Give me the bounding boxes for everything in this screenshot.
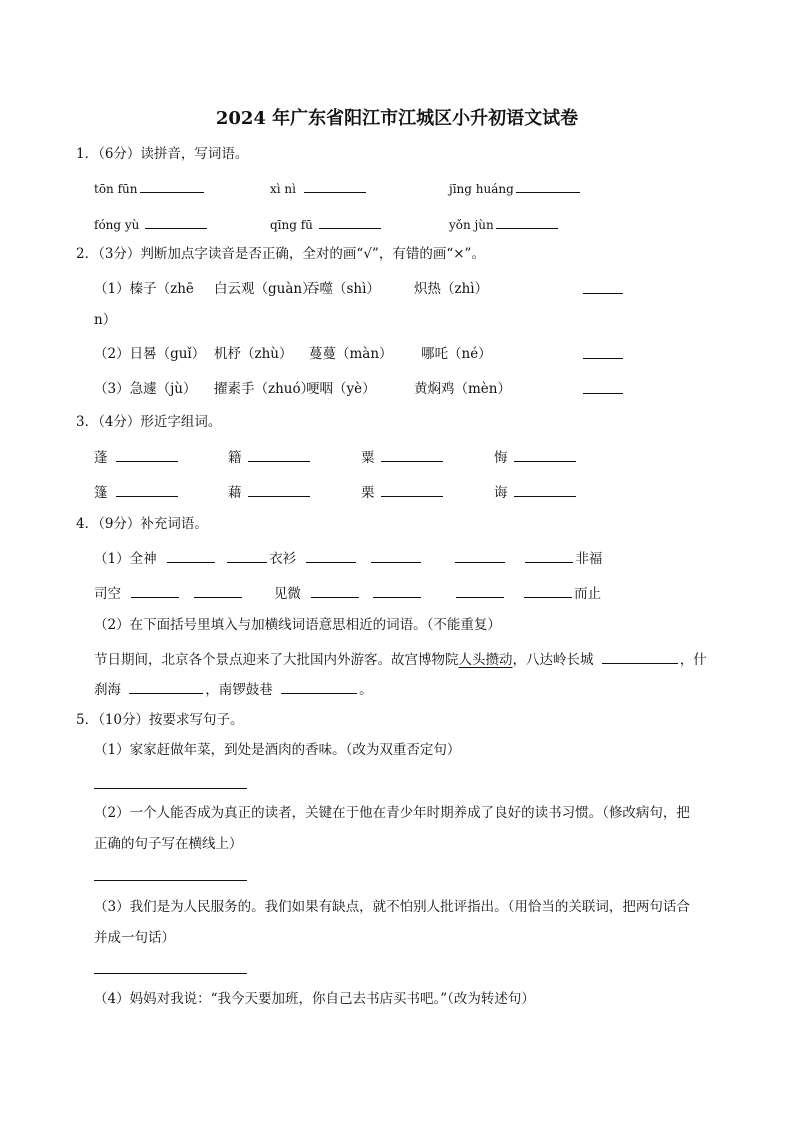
- q2-r3-a: （3）急遽（jù）: [94, 381, 197, 397]
- answer-blank[interactable]: [194, 583, 242, 598]
- answer-blank[interactable]: [525, 548, 573, 563]
- answer-blank[interactable]: [145, 214, 207, 229]
- q4-sentence-line-1: 节日期间，北京各个景点迎来了大批国内外游客。故宫博物院人头攒动，八达岭长城 ，什: [94, 649, 707, 669]
- q2-heading: 2．（3分）判断加点字读音是否正确，全对的画“√”，有错的画“×”。: [76, 246, 485, 262]
- page-title: 2024 年广东省阳江市江城区小升初语文试卷: [215, 108, 579, 129]
- answer-blank[interactable]: [116, 447, 178, 462]
- q4-idiom-line-2: 司空 见微 而止: [94, 583, 601, 603]
- answer-blank[interactable]: [319, 214, 381, 229]
- q2-r1-c: 吞噬（shì）: [306, 281, 380, 297]
- q5-part2-line2: 正确的句子写在横线上）: [94, 836, 243, 852]
- underlined-phrase: 人头攒动: [458, 652, 513, 668]
- q3-item: 悔: [494, 447, 578, 467]
- q3-item: 栗: [361, 482, 445, 502]
- q4-sentence-line-2: 刹海 ，南锣鼓巷 。: [94, 679, 373, 699]
- answer-blank[interactable]: [602, 649, 678, 664]
- answer-line[interactable]: [94, 788, 247, 789]
- q1-item: qīng fū: [270, 214, 383, 234]
- answer-blank[interactable]: [514, 447, 576, 462]
- q2-r1-b: 白云观（guàn）: [214, 281, 316, 297]
- q2-r2-d: 哪吒（né）: [421, 346, 492, 362]
- answer-blank[interactable]: [516, 178, 580, 193]
- q2-r1-a: （1）榛子（zhē: [94, 281, 194, 297]
- q2-r1-d: 炽热（zhì）: [414, 281, 489, 297]
- q2-r2-a: （2）日晷（guǐ）: [94, 346, 206, 362]
- answer-blank[interactable]: [456, 583, 504, 598]
- q5-heading: 5．（10分）按要求写句子。: [76, 712, 244, 728]
- q3-item: 粟: [361, 447, 445, 467]
- answer-blank[interactable]: [116, 482, 178, 497]
- answer-blank[interactable]: [248, 482, 310, 497]
- q3-item: 诲: [494, 482, 578, 502]
- q4-part2-prompt: （2）在下面括号里填入与加横线词语意思相近的词语。（不能重复）: [94, 617, 501, 633]
- q1-item: tōn fūn: [94, 178, 206, 198]
- q2-r1-wrap: n）: [94, 312, 117, 328]
- answer-blank[interactable]: [281, 679, 357, 694]
- q4-heading: 4．（9分）补充词语。: [76, 516, 208, 532]
- q5-part4: （4）妈妈对我说：“我今天要加班，你自己去书店买书吧。”（改为转述句）: [94, 991, 535, 1007]
- answer-blank[interactable]: [140, 178, 204, 193]
- q3-item: 蓬: [94, 447, 180, 467]
- q5-part3-line1: （3）我们是为人民服务的。我们如果有缺点，就不怕别人批评指出。（用恰当的关联词，把两句话合: [94, 899, 690, 915]
- q2-r3-c: 哽咽（yè）: [306, 381, 376, 397]
- answer-blank[interactable]: [129, 679, 203, 694]
- q3-item: 藉: [228, 482, 312, 502]
- answer-blank[interactable]: [524, 583, 572, 598]
- answer-blank[interactable]: [373, 583, 421, 598]
- answer-blank[interactable]: [514, 482, 576, 497]
- answer-blank[interactable]: [381, 447, 443, 462]
- answer-blank[interactable]: [248, 447, 310, 462]
- answer-blank[interactable]: [131, 583, 179, 598]
- answer-line[interactable]: [94, 880, 247, 881]
- q1-item: yǒn jùn: [449, 214, 560, 234]
- answer-blank[interactable]: [455, 548, 505, 563]
- q1-item: fóng yù: [94, 214, 209, 234]
- q5-part3-line2: 并成一句话）: [94, 930, 175, 946]
- answer-blank[interactable]: [371, 548, 421, 563]
- q1-item: jīng huáng: [449, 178, 582, 198]
- q1-item: xì nì: [270, 178, 368, 198]
- q2-r3-d: 黄焖鸡（mèn）: [414, 381, 511, 397]
- q2-r2-c: 蔓蔓（màn）: [309, 346, 393, 362]
- answer-blank[interactable]: [227, 548, 267, 563]
- q3-item: 篷: [94, 482, 180, 502]
- q2-r2-b: 机杼（zhù）: [214, 346, 293, 362]
- q4-idiom-line-1: （1）全神 衣衫 非福: [94, 548, 602, 568]
- q5-part2-line1: （2）一个人能否成为真正的读者，关键在于他在青少年时期养成了良好的读书习惯。（修改病句，把: [94, 805, 690, 821]
- q5-part1: （1）家家赶做年菜，到处是酒肉的香味。（改为双重否定句）: [94, 742, 461, 758]
- q3-item: 籍: [228, 447, 312, 467]
- q1-heading: 1．（6分）读拼音，写词语。: [76, 146, 249, 162]
- q2-r3-b: 擢素手（zhuó）: [214, 381, 315, 397]
- answer-blank[interactable]: [583, 393, 623, 394]
- answer-blank[interactable]: [583, 293, 623, 294]
- answer-blank[interactable]: [311, 583, 359, 598]
- answer-blank[interactable]: [496, 214, 558, 229]
- q3-heading: 3．（4分）形近字组词。: [76, 414, 222, 430]
- answer-blank[interactable]: [167, 548, 215, 563]
- answer-blank[interactable]: [304, 178, 366, 193]
- answer-line[interactable]: [94, 973, 247, 974]
- answer-blank[interactable]: [583, 358, 623, 359]
- answer-blank[interactable]: [306, 548, 356, 563]
- answer-blank[interactable]: [381, 482, 443, 497]
